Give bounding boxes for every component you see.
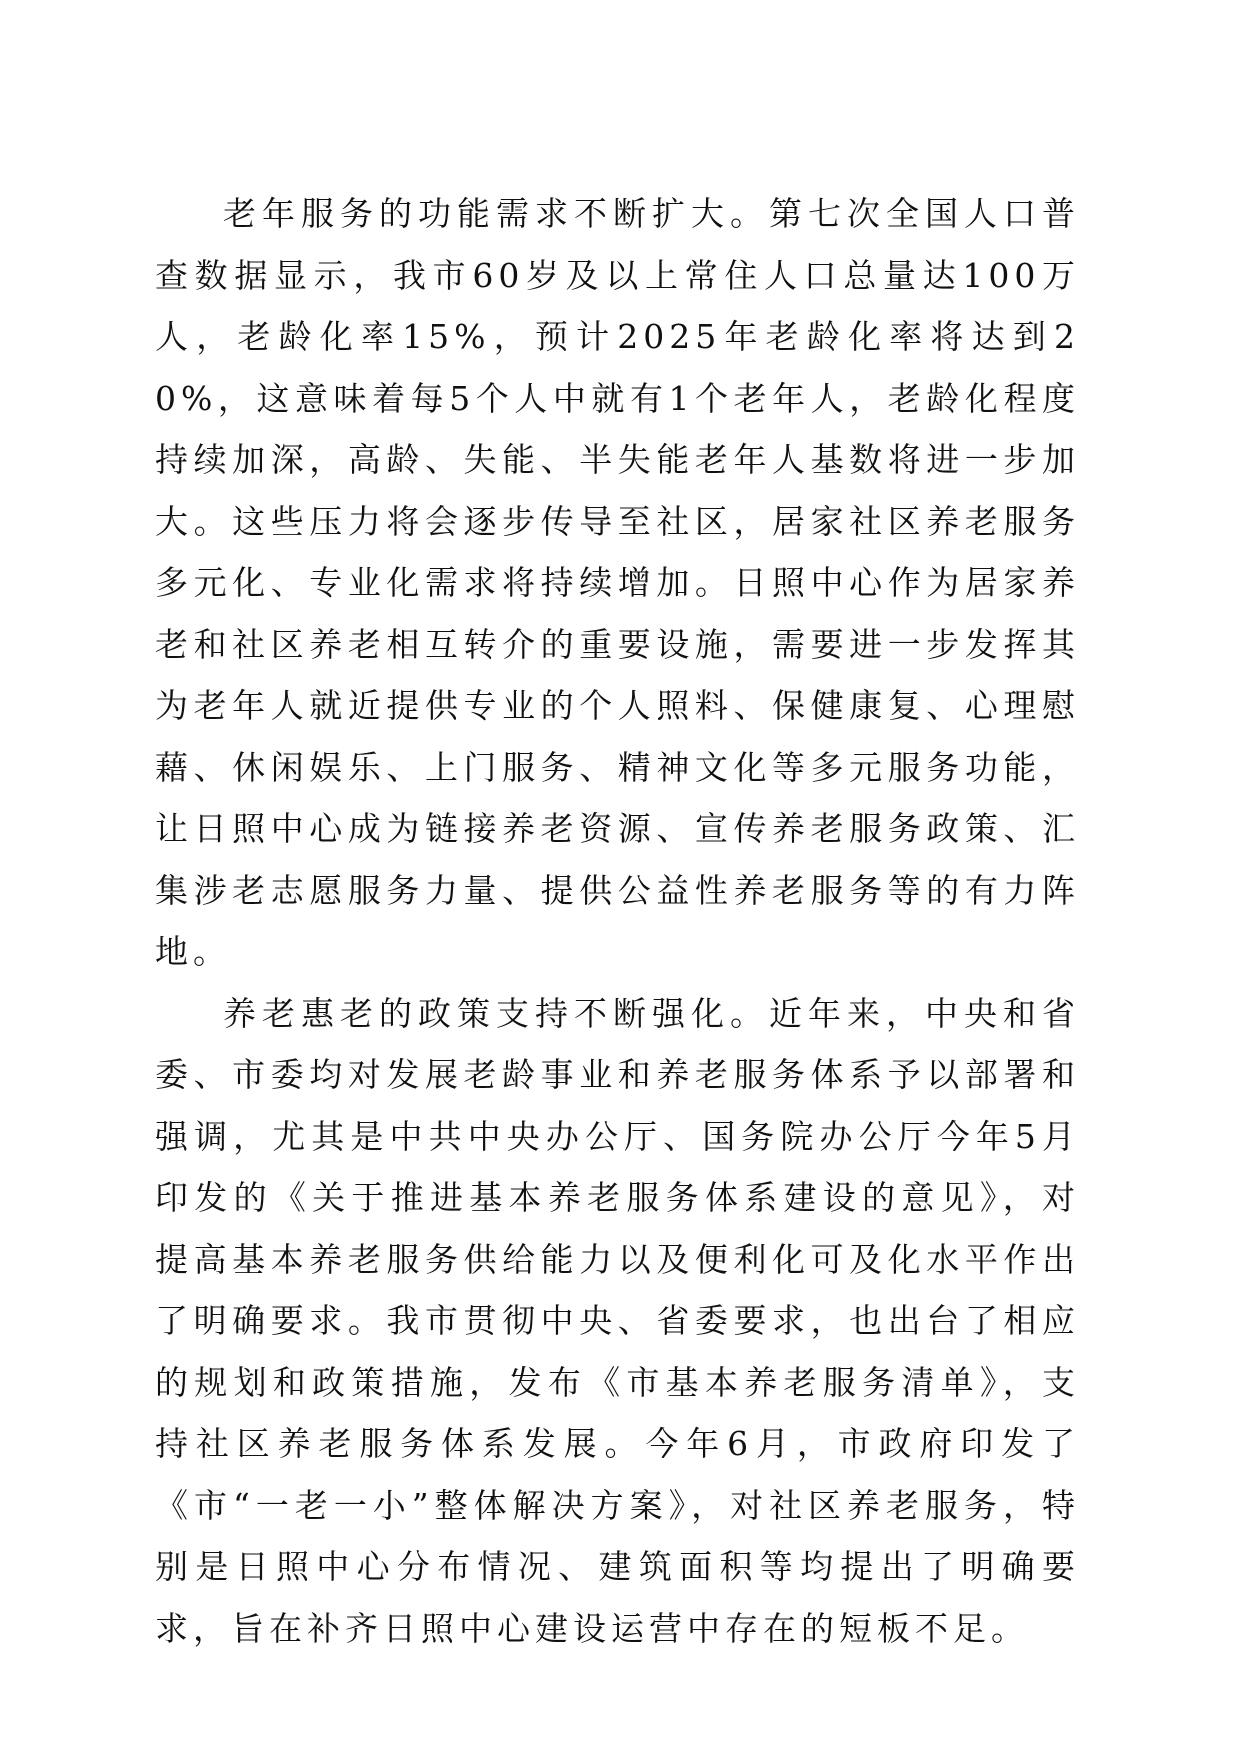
- paragraph-policy-support: 养老惠老的政策支持不断强化。近年来，中央和省委、市委均对发展老龄事业和养老服务体系予以部署和强调，尤其是中共中央办公厅、国务院办公厅今年5月印发的《关于推进基本养老服务体系建设的意见》，对提高基本养老服务供给能力以及便利化可及化水平作出了明确要求。我市贯彻中央、省委要求，也出台了相应的规划和政策措施，发布《市基本养老服务清单》，支持社区养老服务体系发展。今年6月，市政府印发了《市“一老一小”整体解决方案》，对社区养老服务，特别是日照中心分布情况、建筑面积等均提出了明确要求，旨在补齐日照中心建设运营中存在的短板不足。: [155, 993, 1080, 1648]
- document-body: [155, 183, 1080, 1659]
- paragraph-elderly-service-demand: 老年服务的功能需求不断扩大。第七次全国人口普查数据显示，我市60岁及以上常住人口总量达100万人，老龄化率15%，预计2025年老龄化率将达到20%，这意味着每5个人中就有1个老年人，老龄化程度持续加深，高龄、失能、半失能老年人基数将进一步加大。这些压力将会逐步传导至社区，居家社区养老服务多元化、专业化需求将持续增加。日照中心作为居家养老和社区养老相互转介的重要设施，需要进一步发挥其为老年人就近提供专业的个人照料、保健康复、心理慰藉、休闲娱乐、上门服务、精神文化等多元服务功能，让日照中心成为链接养老资源、宣传养老服务政策、汇集涉老志愿服务力量、提供公益性养老服务等的有力阵地。: [155, 194, 1080, 971]
